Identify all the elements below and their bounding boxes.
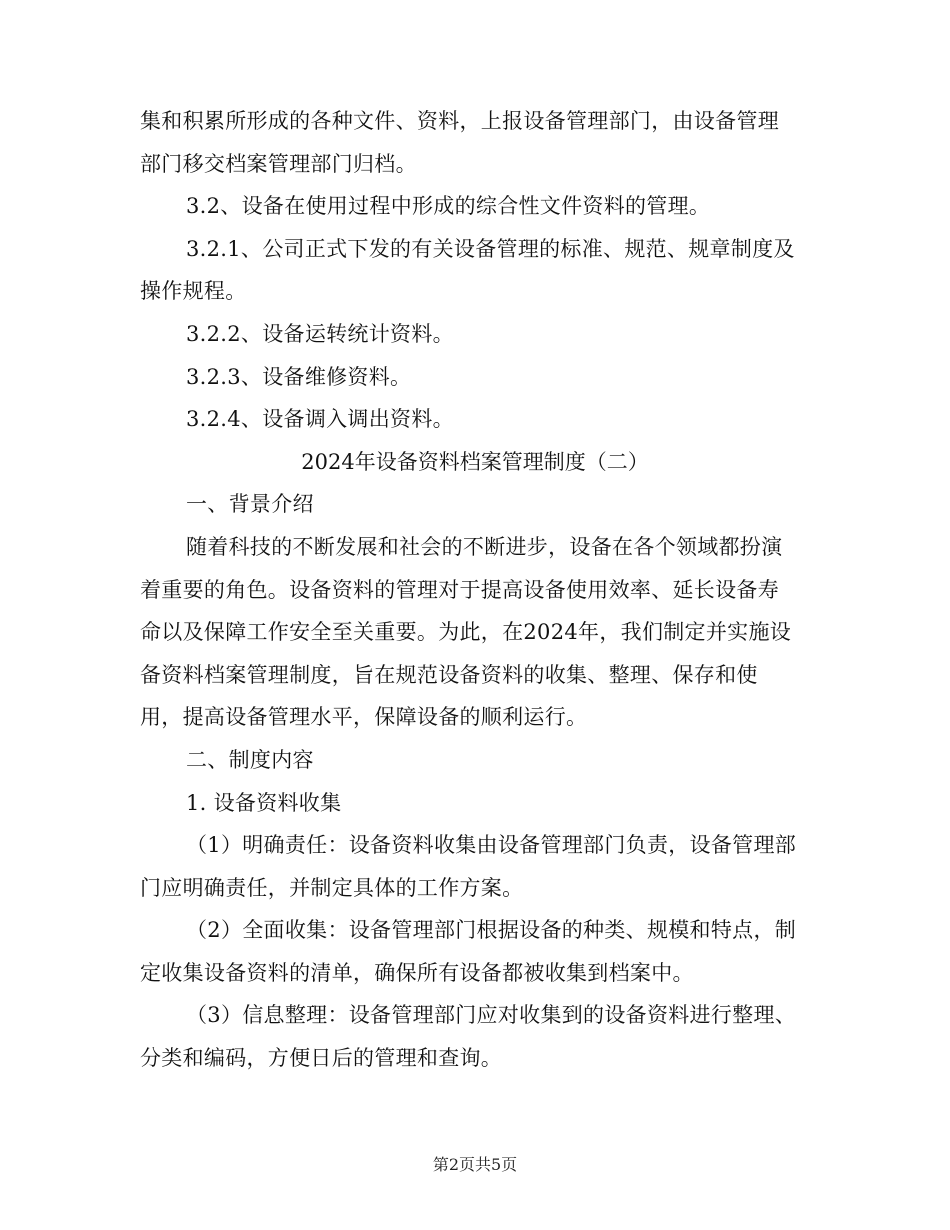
- text-line: 定收集设备资料的清单，确保所有设备都被收集到档案中。: [140, 960, 694, 985]
- text-line: 3.2.4、设备调入调出资料。: [186, 407, 454, 432]
- text-line: 3.2.3、设备维修资料。: [186, 364, 412, 389]
- text-line: （2）全面收集：设备管理部门根据设备的种类、规模和特点，制: [186, 918, 797, 943]
- document-body: [140, 100, 810, 1080]
- text-line: 门应明确责任，并制定具体的工作方案。: [140, 875, 524, 900]
- text-line: 分类和编码，方便日后的管理和查询。: [140, 1046, 503, 1071]
- text-line: 着重要的角色。设备资料的管理对于提高设备使用效率、延长设备寿: [140, 577, 779, 602]
- text-line: 操作规程。: [140, 279, 247, 304]
- text-line: （3）信息整理：设备管理部门应对收集到的设备资料进行整理、: [186, 1003, 797, 1028]
- paragraph-group-1: [140, 100, 810, 441]
- section-title: 2024年设备资料档案管理制度（二）: [301, 449, 649, 474]
- text-line: 3.2.1、公司正式下发的有关设备管理的标准、规范、规章制度及: [186, 236, 795, 261]
- paragraph-group-2: [140, 483, 810, 1079]
- text-line: 3.2、设备在使用过程中形成的综合性文件资料的管理。: [186, 194, 711, 219]
- page-number-footer: 第2页共5页: [432, 1155, 518, 1174]
- text-line: 随着科技的不断发展和社会的不断进步，设备在各个领域都扮演: [186, 534, 783, 559]
- text-line: 集和积累所形成的各种文件、资料，上报设备管理部门，由设备管理: [140, 109, 779, 133]
- heading-line: 1. 设备资料收集: [186, 790, 342, 815]
- text-line: 3.2.2、设备运转统计资料。: [186, 321, 454, 346]
- text-line: 命以及保障工作安全至关重要。为此，在2024年，我们制定并实施设: [140, 620, 792, 645]
- heading-line: 一、背景介绍: [186, 492, 314, 517]
- text-line: （1）明确责任：设备资料收集由设备管理部门负责，设备管理部: [186, 833, 797, 858]
- heading-line: 二、制度内容: [186, 747, 314, 772]
- text-line: 用，提高设备管理水平，保障设备的顺利运行。: [140, 705, 588, 730]
- text-line: 备资料档案管理制度，旨在规范设备资料的收集、整理、保存和使: [140, 662, 758, 687]
- text-line: 部门移交档案管理部门归档。: [140, 151, 417, 176]
